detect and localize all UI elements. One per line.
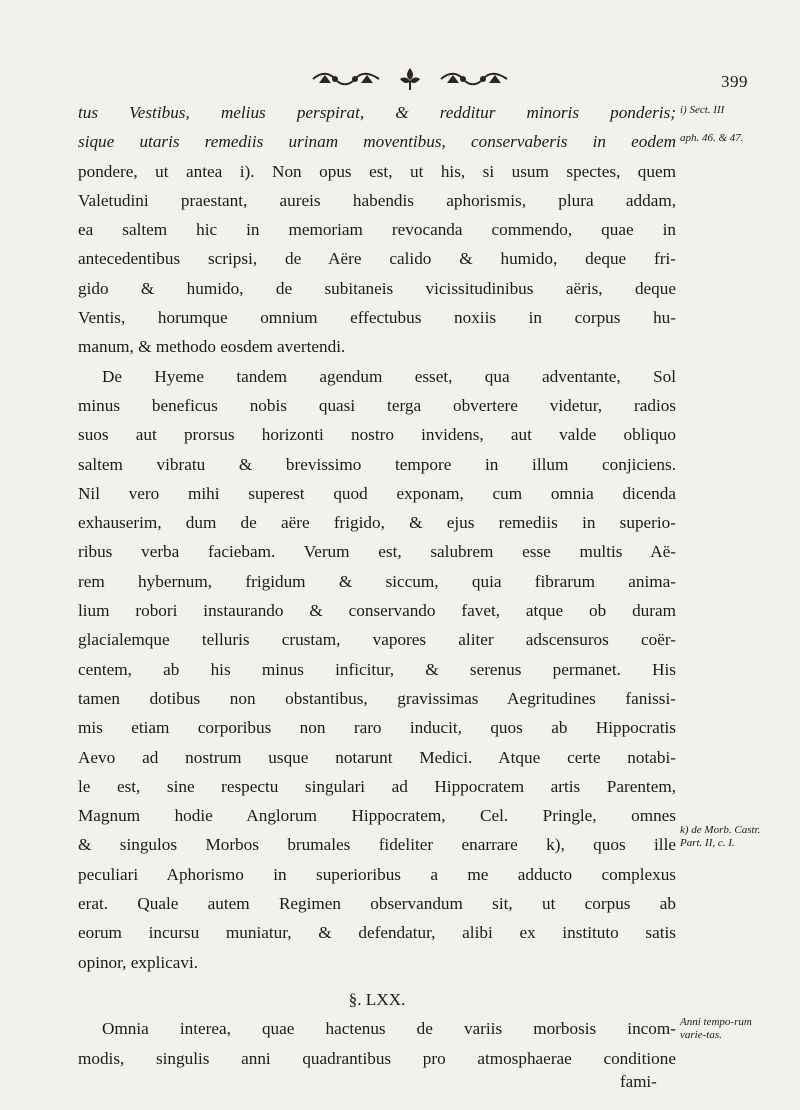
text-line: Omnia interea, quae hactenus de variis morbosis incom- [102,1019,676,1039]
text-line: suos aut prorsus horizonti nostro invidens, aut valde obliquo [78,425,676,445]
fleuron-icon [399,67,421,91]
text-line: Magnum hodie Anglorum Hippocratem, Cel. Pringle, omnes [78,806,676,826]
margin-note: k) de Morb. Castr. Part. II, c. I. [680,824,761,849]
text-line: antecedentibus scripsi, de Aëre calido & humido, deque fri- [78,249,676,269]
text-line: le est, sine respectu singulari ad Hippocratem artis Parentem, [78,776,676,796]
text-line: minus beneficus nobis quasi terga obvertere videtur, radios [78,395,676,415]
text-line: gido & humido, de subitaneis vicissitudinibus aëris, deque [78,278,676,298]
text-line: mis etiam corporibus non raro inducit, quos ab Hippocratis [78,718,676,738]
catchword: fami- [620,1072,657,1091]
text-line: rem hybernum, frigidum & siccum, quia fibrarum anima- [78,571,676,591]
text-line: manum, & methodo eosdem avertendi. [78,337,346,357]
text-line: modis, singulis anni quadrantibus pro atmosphaerae conditione [78,1048,676,1068]
page-number: 399 [721,72,748,91]
body-text [78,98,676,1073]
margin-note: Anni tempo-rum varie-tas. [680,1016,752,1041]
floral-ornament-icon [311,70,381,88]
text-line: ribus verba faciebam. Verum est, salubrem esse multis Aë- [78,542,676,562]
text-line: ea saltem hic in memoriam revocanda commendo, quae in [78,220,676,240]
text-line: sique utaris remediis urinam moventibus, conservaberis in eodem [78,132,676,152]
text-line: erat. Quale autem Regimen observandum sit, ut corpus ab [78,894,676,914]
floral-ornament-icon [439,70,509,88]
text-line: exhauserim, dum de aëre frigido, & ejus remediis in superio- [78,513,676,533]
header-ornament [280,66,540,92]
text-line: lium robori instaurando & conservando favet, atque ob duram [78,601,676,621]
text-line: De Hyeme tandem agendum esset, qua adventante, Sol [102,366,676,386]
text-line: pondere, ut antea i). Non opus est, ut his, si usum spectes, quem [78,161,676,181]
margin-note: aph. 46. & 47. [680,132,744,144]
text-line: opinor, explicavi. [78,952,199,972]
text-line: tamen dotibus non obstantibus, gravissimas Aegritudines fanissi- [78,688,676,708]
text-line: eorum incursu muniatur, & defendatur, alibi ex instituto satis [78,923,676,943]
text-line: & singulos Morbos brumales fideliter enarrare k), quos ille [78,835,676,855]
text-line: peculiari Aphorismo in superioribus a me adducto complexus [78,864,676,884]
text-line: Nil vero mihi superest quod exponam, cum omnia dicenda [78,483,676,503]
text-line: Valetudini praestant, aureis habendis aphorismis, plura addam, [78,190,676,210]
margin-note: i) Sect. III [680,104,725,116]
text-line: saltem vibratu & brevissimo tempore in illum conjiciens. [78,454,676,474]
text-line: centem, ab his minus inficitur, & serenus permanet. His [78,659,676,679]
section-heading: §. LXX. [348,989,406,1009]
text-line: tus Vestibus, melius perspirat, & redditur minoris ponderis; [78,103,676,122]
text-line: glacialemque telluris crustam, vapores aliter adscensuros coër- [78,630,676,650]
text-line: Ventis, horumque omnium effectubus noxiis in corpus hu- [78,308,676,328]
text-line: Aevo ad nostrum usque notarunt Medici. Atque certe notabi- [78,747,676,767]
